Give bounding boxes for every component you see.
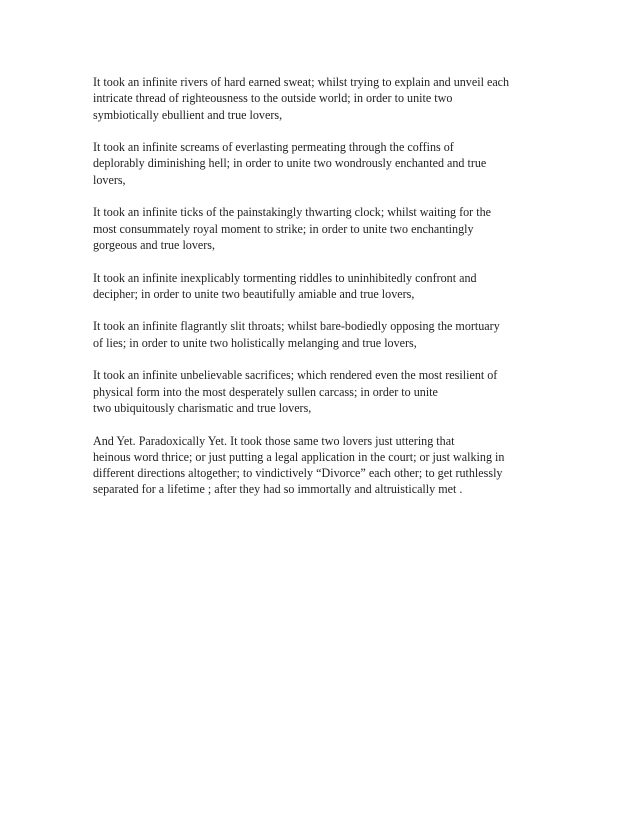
text-line: intricate thread of righteousness to the outside world; in order to unite two xyxy=(93,91,453,106)
paragraph-4 xyxy=(93,270,563,303)
paragraph-2 xyxy=(93,139,563,188)
text-line: physical form into the most desperately sullen carcass; in order to unite xyxy=(93,384,438,399)
text-line: And Yet. Paradoxically Yet. It took those same two lovers just uttering that xyxy=(93,433,455,448)
text-line: decipher; in order to unite two beautifully amiable and true lovers, xyxy=(93,286,415,301)
text-line: most consummately royal moment to strike; in order to unite two enchantingly xyxy=(93,221,474,236)
text-line: symbiotically ebullient and true lovers, xyxy=(93,107,283,122)
text-line: It took an infinite unbelievable sacrifices; which rendered even the most resilient of xyxy=(93,368,498,383)
text-line: gorgeous and true lovers, xyxy=(93,237,216,252)
text-line: two ubiquitously charismatic and true lovers, xyxy=(93,400,312,415)
paragraph-1 xyxy=(93,74,563,123)
paragraph-7 xyxy=(93,433,563,498)
text-line: It took an infinite rivers of hard earned sweat; whilst trying to explain and unveil each xyxy=(93,75,510,89)
text-line: It took an infinite screams of everlasting permeating through the coffins of xyxy=(93,140,454,155)
text-line: It took an infinite flagrantly slit throats; whilst bare-bodiedly opposing the mortuary xyxy=(93,319,500,334)
text-line: of lies; in order to unite two holistically melanging and true lovers, xyxy=(93,335,417,350)
text-line: different directions altogether; to vindictively “Divorce” each other; to get ruthlessly xyxy=(93,466,503,481)
paragraph-3 xyxy=(93,204,563,253)
document-body xyxy=(93,74,563,514)
text-line: deplorably diminishing hell; in order to unite two wondrously enchanted and true xyxy=(93,156,487,171)
text-line: It took an infinite inexplicably tormenting riddles to uninhibitedly confront and xyxy=(93,270,477,285)
paragraph-6 xyxy=(93,367,563,416)
paragraph-5 xyxy=(93,318,563,351)
text-line: It took an infinite ticks of the painstakingly thwarting clock; whilst waiting for the xyxy=(93,205,492,220)
text-line: separated for a lifetime ; after they had so immortally and altruistically met . xyxy=(93,482,463,497)
text-line: heinous word thrice; or just putting a legal application in the court; or just walking in xyxy=(93,449,505,464)
text-line: lovers, xyxy=(93,172,126,187)
